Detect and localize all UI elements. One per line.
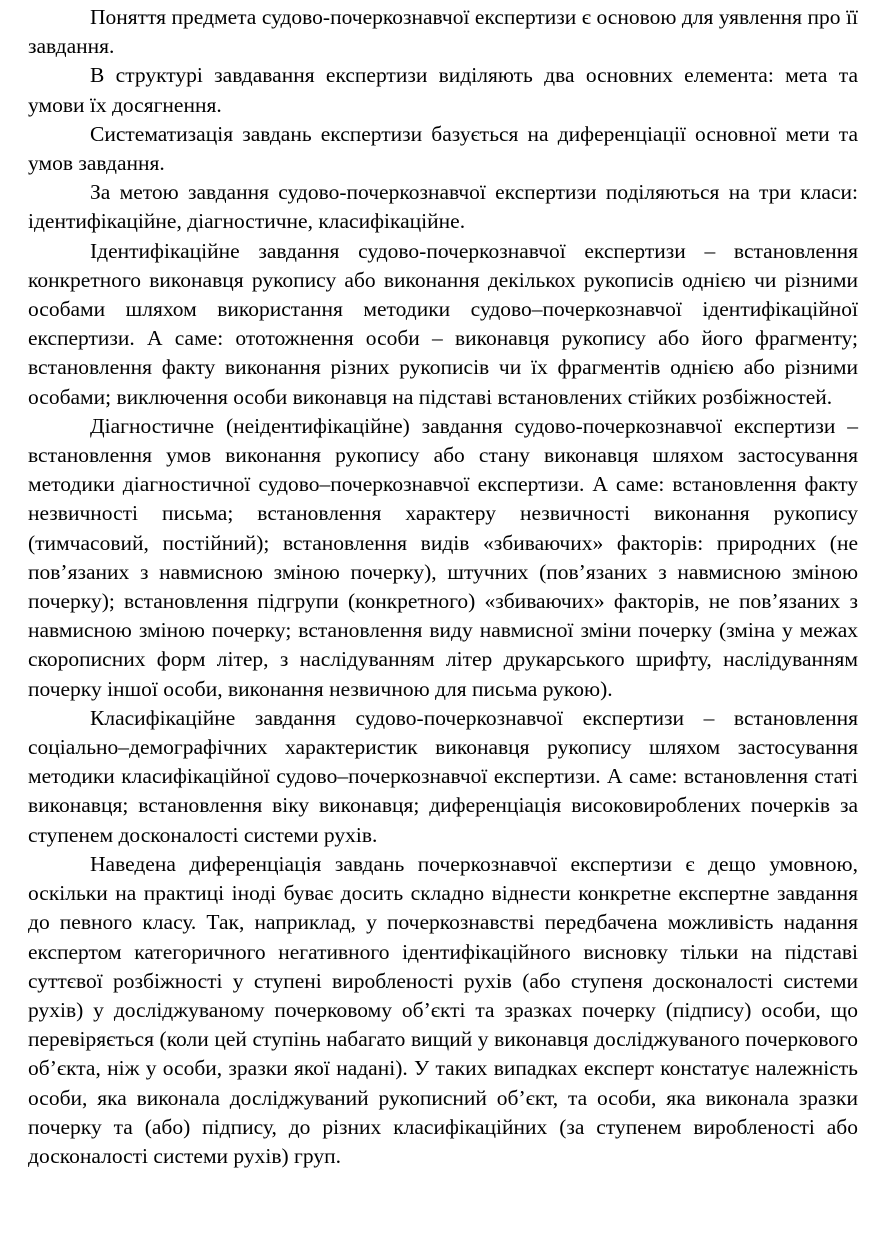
paragraph-differentiation-note: Наведена диференціація завдань почеркознавчої експертизи є дещо умовною, оскільки на практиці іноді буває досить складно віднести конкретне експертне завдання до певного класу. Так, наприклад, у почеркознавстві передбачена можливість надання експертом категоричного негативного ідентифікаційного висновку тільки на підставі суттєвої розбіжності у ступені виробленості рухів (або ступеня досконалості системи рухів) у досліджуваному почерковому об’єкті та зразках почерку (підпису) особи, що перевіряється (коли цей ступінь набагато вищий у виконавця досліджуваного почеркового об’єкта, ніж у особи, зразки якої надані). У таких випадках експерт констатує належність особи, яка виконала досліджуваний рукописний об’єкт, та особи, яка виконала зразки почерку та (або) підпису, до різних класифікаційних (за ступенем виробленості або досконалості системи рухів) груп. <box>28 851 858 1168</box>
paragraph-task-structure: В структурі завдавання експертизи виділяють два основних елемента: мета та умови їх досягнення. <box>28 63 858 117</box>
paragraph-task-classes: За метою завдання судово-почеркознавчої експертизи поділяються на три класи: ідентифікаційне, діагностичне, класифікаційне. <box>28 180 858 234</box>
paragraph-classification-task: Класифікаційне завдання судово-почеркознавчої експертизи – встановлення соціально–демографічних характеристик виконавця рукопису шляхом застосування методики класифікаційної судово–почеркознавчої експертизи. А саме: встановлення статі виконавця; встановлення віку виконавця; диференціація високовироблених почерків за ступенем досконалості системи рухів. <box>28 705 858 847</box>
paragraph-diagnostic-task: Діагностичне (неідентифікаційне) завдання судово-почеркознавчої експертизи – встановлення умов виконання рукопису або стану виконавця шляхом застосування методики діагностичної судово–почеркознавчої експертизи. А саме: встановлення факту незвичності письма; встановлення характеру незвичності виконання рукопису (тимчасовий, постійний); встановлення видів «збиваючих» факторів: природних (не пов’язаних з навмисною зміною почерку), штучних (пов’язаних з навмисною зміною почерку); встановлення підгрупи (конкретного) «збиваючих» факторів, не пов’язаних з навмисною зміною почерку; встановлення виду навмисної зміни почерку (зміна у межах скорописних форм літер, з наслідуванням літер друкарського шрифту, наслідуванням почерку іншої особи, виконання незвичною для письма рукою). <box>28 413 858 701</box>
document-page <box>28 3 858 1171</box>
paragraph-systematization: Систематизація завдань експертизи базується на диференціації основної мети та умов завдання. <box>28 121 858 176</box>
paragraph-identification-task: Ідентифікаційне завдання судово-почеркознавчої експертизи – встановлення конкретного виконавця рукопису або виконання декількох рукописів однією чи різними особами шляхом використання методики судово–почеркознавчої ідентифікаційної експертизи. А саме: ототожнення особи – виконавця рукопису або його фрагменту; встановлення факту виконання різних рукописів чи їх фрагментів однією або різними особами; виключення особи виконавця на підставі встановлених стійких розбіжностей. <box>28 238 858 409</box>
paragraph-subject-concept: Поняття предмета судово-почеркознавчої експертизи є основою для уявлення про її завдання. <box>28 5 858 59</box>
